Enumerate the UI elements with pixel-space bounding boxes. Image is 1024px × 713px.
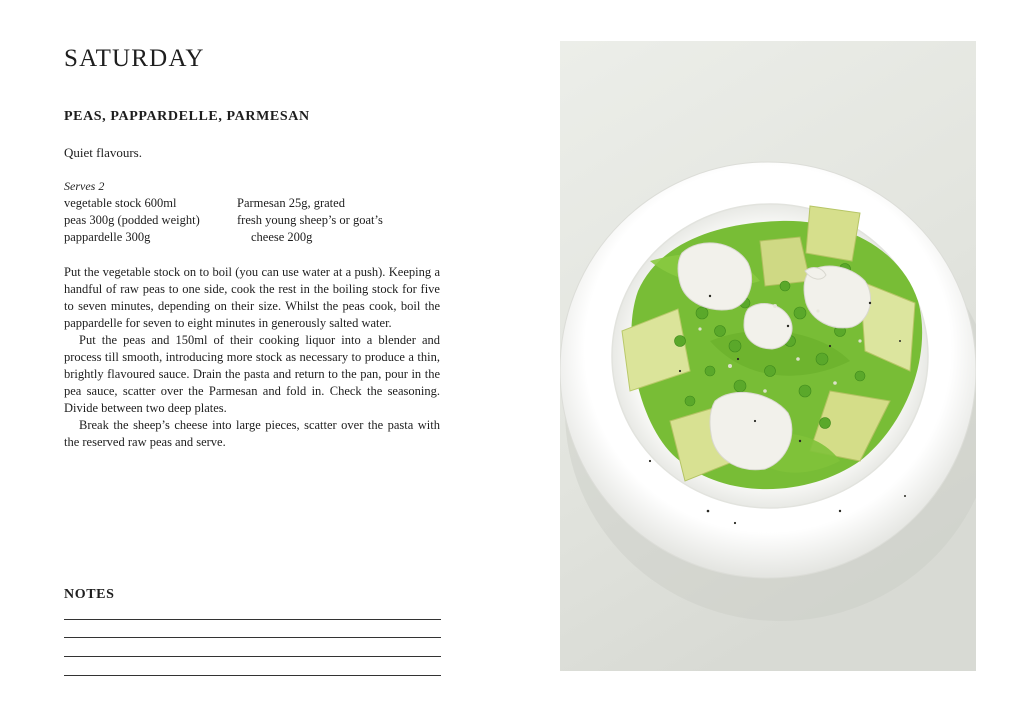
recipe-title: PEAS, PAPPARDELLE, PARMESAN [64,109,310,124]
ingredients-column-right [237,195,383,246]
page-title: SATURDAY [64,45,205,72]
ingredient-line: cheese 200g [251,230,313,244]
dish-photo [560,41,976,671]
ingredient-line: fresh young sheep’s or goat’s [237,213,383,227]
dish-illustration [560,41,976,671]
ingredients-column-left [64,195,200,246]
ingredient-line: vegetable stock 600ml [64,196,177,210]
notes-line [64,656,441,657]
notes-heading: NOTES [64,587,115,602]
method-paragraph: Put the peas and 150ml of their cooking liquor into a blender and process till smooth, introducing more stock as necessary to produce a thin, brightly flavoured sauce. Drain the pasta and return to the pan, pour in the pea sauce, scatter over the Parmesan and fold in. Check the seasoning. Divide between two deep plates. [64,333,440,415]
ingredient-line: peas 300g (podded weight) [64,213,200,227]
method-text [64,264,440,451]
method-paragraph: Break the sheep’s cheese into large pieces, scatter over the pasta with the reserved raw peas and serve. [64,418,440,449]
method-paragraph: Put the vegetable stock on to boil (you can use water at a push). Keeping a handful of raw peas to one side, cook the rest in the boiling stock for five to seven minutes, depending on their size. Whilst the peas cook, boil the pappardelle for seven to eight minutes in generously salted water. [64,265,440,330]
notes-line [64,675,441,676]
recipe-intro: Quiet flavours. [64,145,142,160]
ingredient-line: Parmesan 25g, grated [237,196,345,210]
notes-line [64,619,441,620]
ingredient-line: pappardelle 300g [64,230,151,244]
notes-line [64,637,441,638]
serves-label: Serves 2 [64,179,105,193]
